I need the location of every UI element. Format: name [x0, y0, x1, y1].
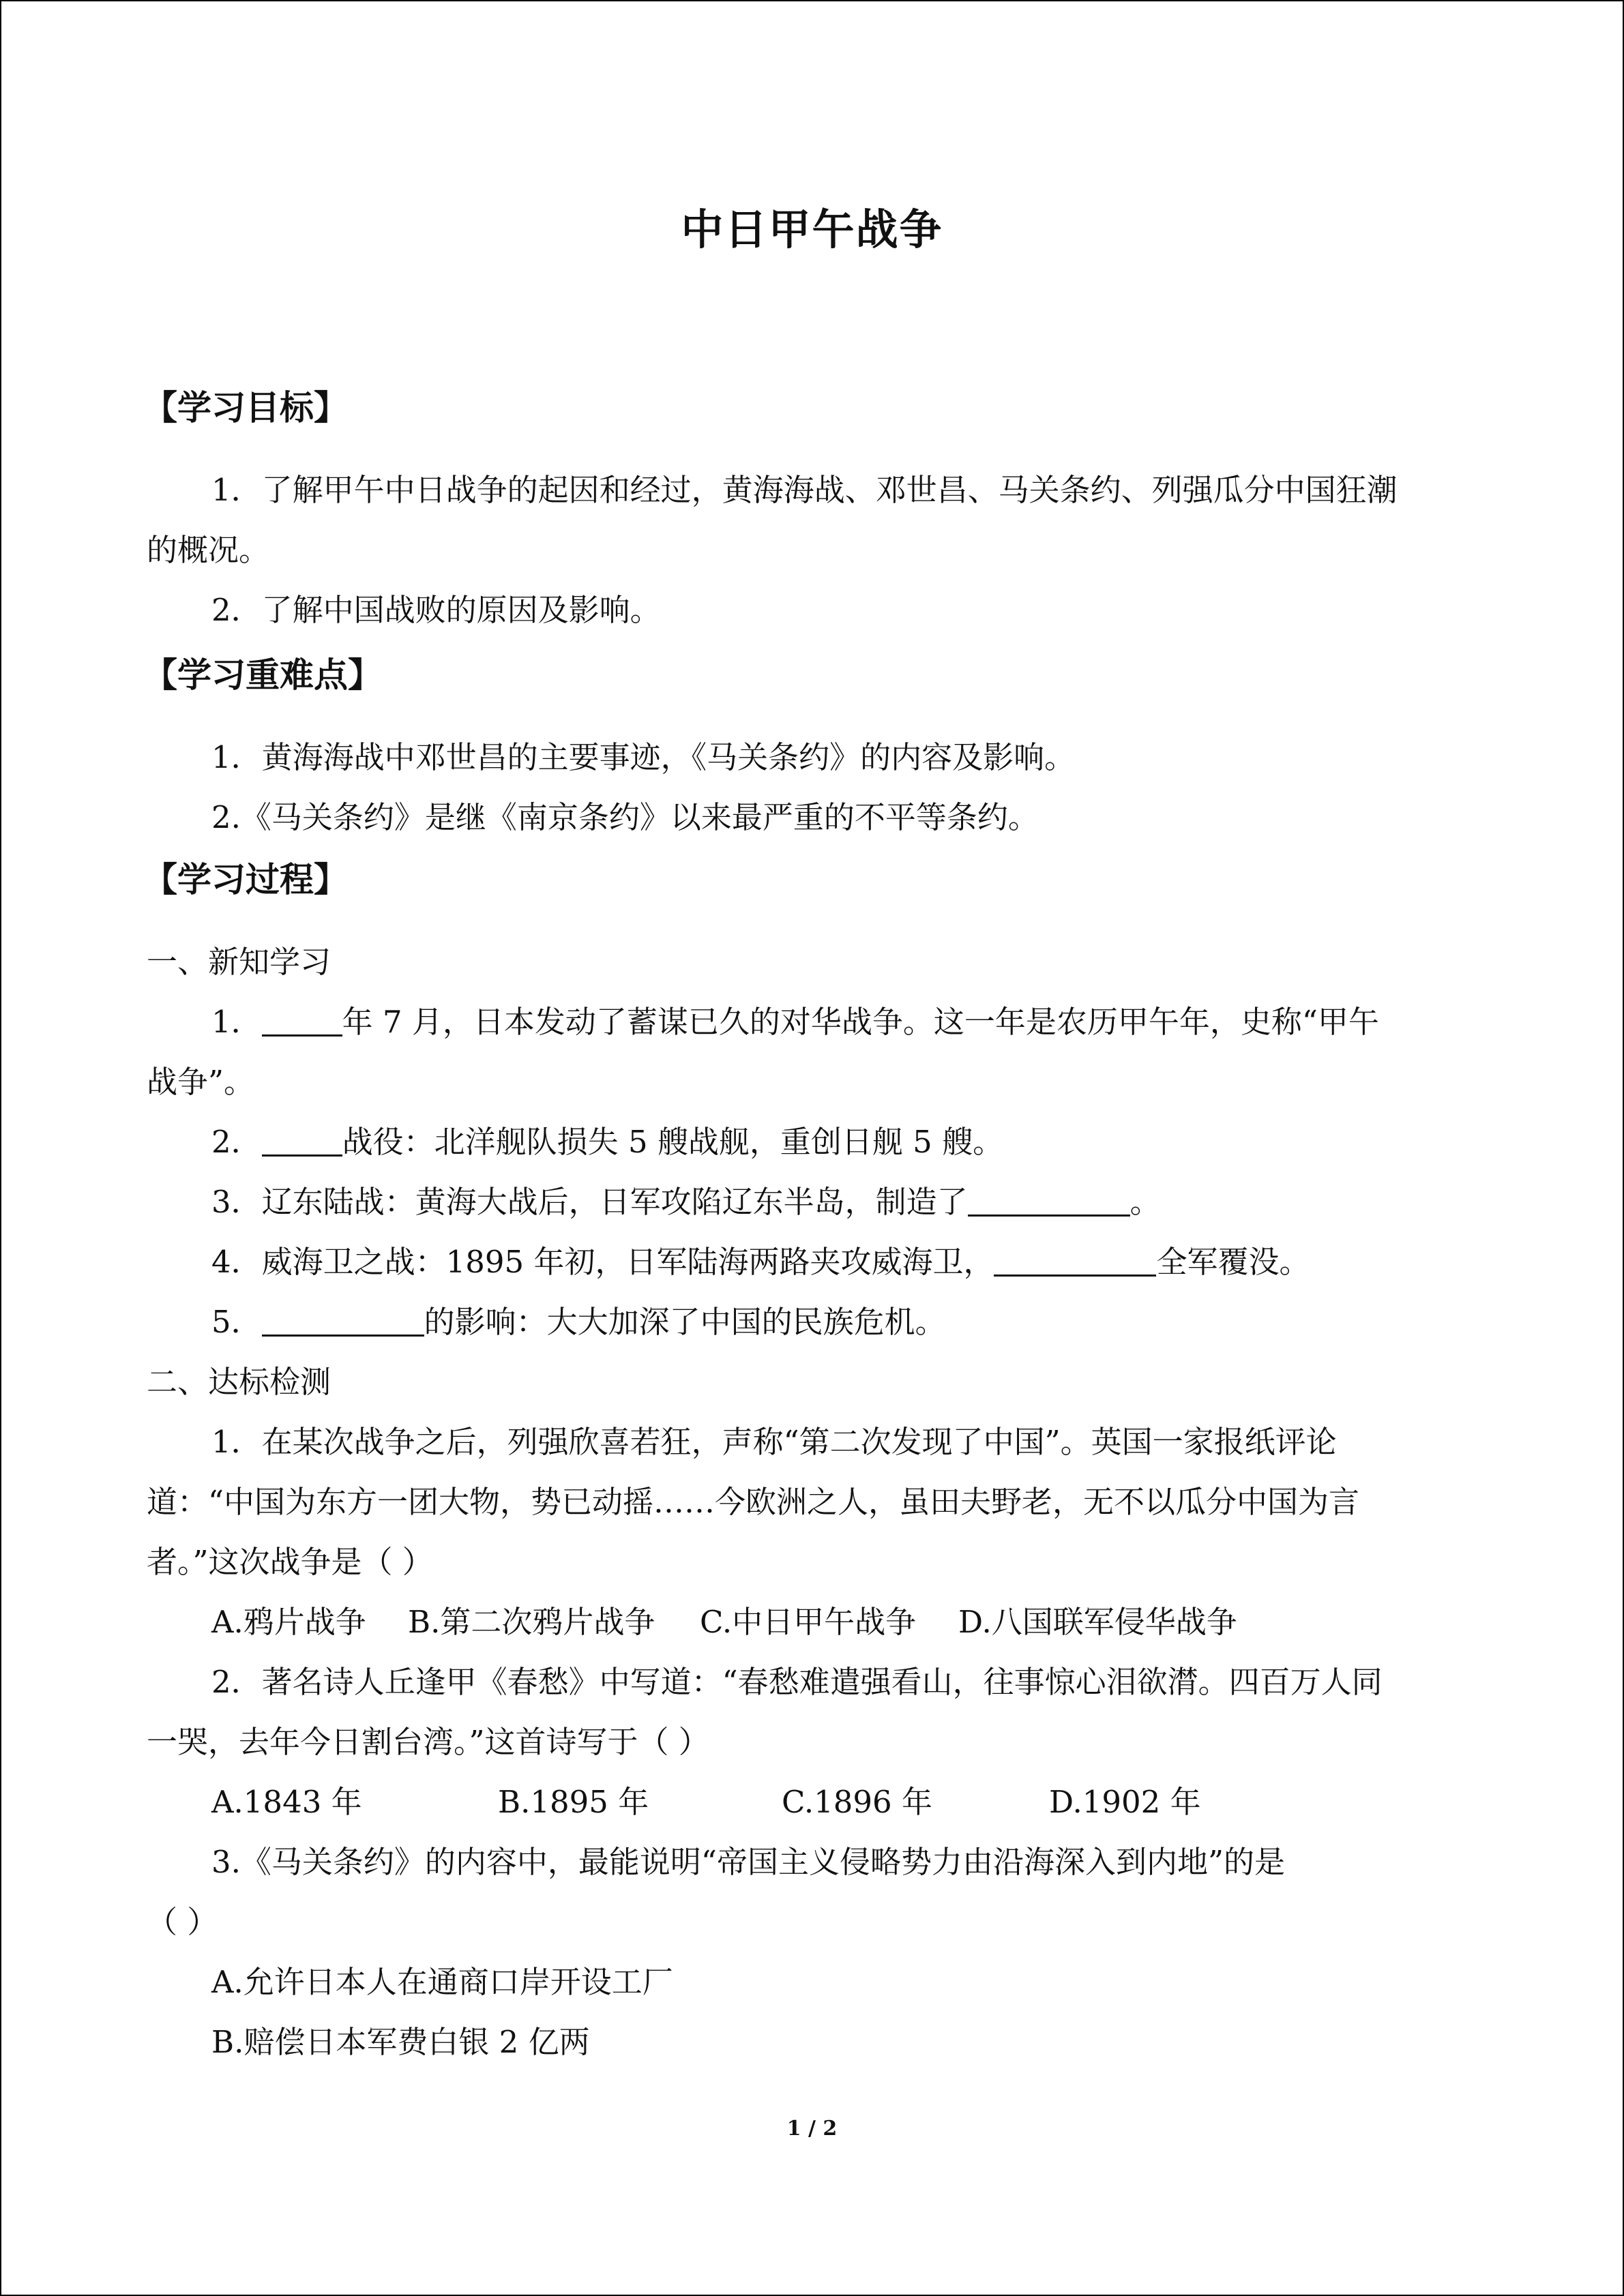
mc-question-3-line-2: （ ） [147, 1904, 218, 1940]
fill-question-4 [211, 1244, 1310, 1281]
mc-question-1-line-2: 道：“中国为东方一团大物，势已动摇……今欧洲之人，虽田夫野老，无不以瓜分中国为言 [147, 1484, 1360, 1520]
mc-question-1-line-3: 者。”这次战争是（ ） [147, 1544, 433, 1580]
goal-item-1-cont: 的概况。 [147, 532, 270, 568]
key-point-2: 2.《马关条约》是继《南京条约》以来最严重的不平等条约。 [211, 799, 1039, 835]
document-title: 中日甲午战争 [681, 205, 943, 254]
fill-blank[interactable] [262, 1127, 342, 1157]
question-text: 战役：北洋舰队损失 5 艘战舰，重创日舰 5 艘。 [342, 1124, 1004, 1160]
fill-question-5 [211, 1304, 946, 1341]
goal-item-2: 2．了解中国战败的原因及影响。 [211, 592, 661, 628]
mc-question-3-option-a[interactable]: A.允许日本人在通商口岸开设工厂 [211, 1964, 673, 2000]
question-number: 2． [211, 1124, 262, 1160]
question-text-end: 全军覆没。 [1156, 1244, 1310, 1280]
mc-question-2-option-a[interactable]: A.1843 年 [211, 1784, 362, 1820]
fill-question-2 [211, 1124, 1003, 1161]
mc-question-1-option-c[interactable]: C.中日甲午战争 [700, 1604, 917, 1640]
page-number: 1 / 2 [786, 2117, 838, 2141]
fill-blank[interactable] [994, 1247, 1156, 1277]
question-text: 3．辽东陆战：黄海大战后，日军攻陷辽东半岛，制造了 [211, 1184, 968, 1220]
mc-question-1-option-b[interactable]: B.第二次鸦片战争 [408, 1604, 655, 1640]
section-heading-goals: 【学习目标】 [143, 388, 348, 428]
question-number: 1． [211, 1004, 262, 1040]
mc-question-1-option-a[interactable]: A.鸦片战争 [211, 1604, 366, 1640]
section-heading-process: 【学习过程】 [143, 860, 348, 899]
key-point-1: 1．黄海海战中邓世昌的主要事迹，《马关条约》的内容及影响。 [211, 739, 1076, 775]
mc-question-2-option-d[interactable]: D.1902 年 [1049, 1784, 1201, 1820]
goal-item-1: 1．了解甲午中日战争的起因和经过，黄海海战、邓世昌、马关条约、列强瓜分中国狂潮 [211, 472, 1398, 508]
mc-question-2-option-b[interactable]: B.1895 年 [498, 1784, 649, 1820]
fill-question-1-cont: 战争”。 [147, 1064, 255, 1100]
mc-question-1-option-d[interactable]: D.八国联军侵华战争 [958, 1604, 1237, 1640]
mc-question-2-line-1: 2．著名诗人丘逢甲《春愁》中写道：“春愁难遣强看山，往事惊心泪欲潸。四百万人同 [211, 1664, 1383, 1700]
subsection-assessment: 二、达标检测 [147, 1364, 331, 1400]
mc-question-2-line-2: 一哭，去年今日割台湾。”这首诗写于（ ） [147, 1724, 709, 1760]
mc-question-3-option-b[interactable]: B.赔偿日本军费白银 2 亿两 [211, 2024, 590, 2060]
fill-blank[interactable] [968, 1187, 1130, 1217]
question-text-end: 。 [1130, 1184, 1161, 1220]
fill-blank[interactable] [262, 1307, 424, 1337]
fill-question-1 [211, 1004, 1379, 1041]
section-heading-key-points: 【学习重难点】 [143, 655, 382, 695]
mc-question-1-line-1: 1．在某次战争之后，列强欣喜若狂，声称“第二次发现了中国”。英国一家报纸评论 [211, 1424, 1337, 1460]
question-number: 5． [211, 1304, 262, 1340]
fill-blank[interactable] [262, 1007, 342, 1037]
question-text: 的影响：大大加深了中国的民族危机。 [424, 1304, 946, 1340]
fill-question-3 [211, 1184, 1161, 1221]
subsection-new-knowledge: 一、新知学习 [147, 944, 331, 980]
mc-question-2-option-c[interactable]: C.1896 年 [782, 1784, 932, 1820]
mc-question-3-line-1: 3.《马关条约》的内容中，最能说明“帝国主义侵略势力由沿海深入到内地”的是 [211, 1844, 1285, 1880]
question-text: 4．威海卫之战：1895 年初，日军陆海两路夹攻威海卫， [211, 1244, 994, 1280]
question-text: 年 7 月，日本发动了蓄谋已久的对华战争。这一年是农历甲午年，史称“甲午 [342, 1004, 1379, 1040]
